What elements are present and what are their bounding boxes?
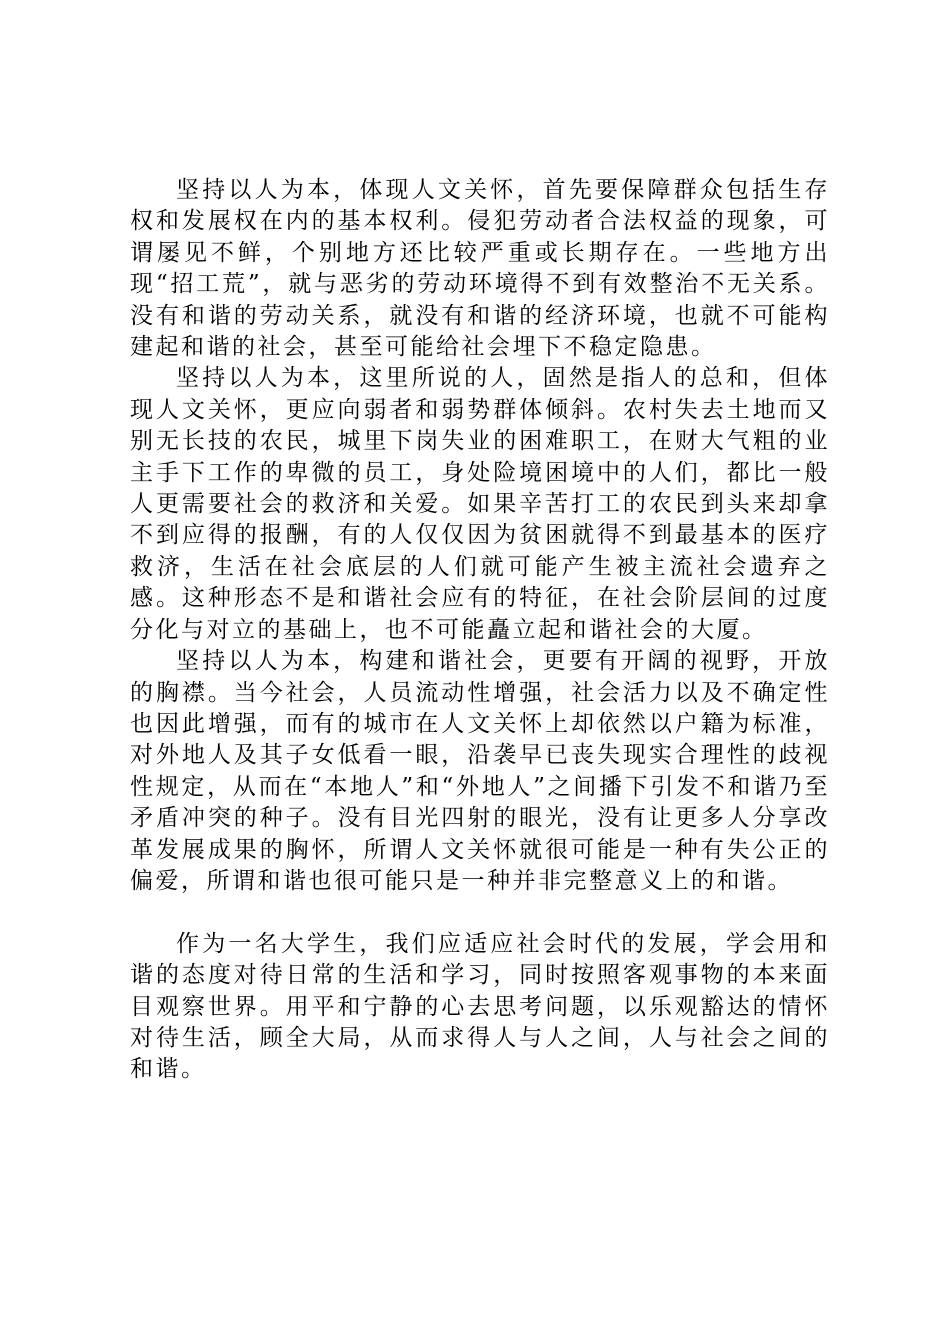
paragraph-spacer [130, 897, 830, 928]
paragraph-3: 坚持以人为本，构建和谐社会，更要有开阔的视野，开放的胸襟。当今社会，人员流动性增强，社会活力以及不确定性也因此增强，而有的城市在人文关怀上却依然以户籍为标准，对外地人及其子女低看一眼，沿袭早已丧失现实合理性的歧视性规定，从而在“本地人”和“外地人”之间播下引发不和谐乃至矛盾冲突的种子。没有目光四射的眼光，没有让更多人分享改革发展成果的胸怀，所谓人文关怀就很可能是一种有失公正的偏爱，所谓和谐也很可能只是一种并非完整意义上的和谐。 [130, 648, 830, 894]
paragraph-4: 作为一名大学生，我们应适应社会时代的发展，学会用和谐的态度对待日常的生活和学习，同时按照客观事物的本来面目观察世界。用平和宁静的心去思考问题，以乐观豁达的情怀对待生活，顾全大局，从而求得人与人之间，人与社会之间的和谐。 [130, 930, 830, 1083]
document-body [130, 175, 830, 1086]
paragraph-1: 坚持以人为本，体现人文关怀，首先要保障群众包括生存权和发展权在内的基本权利。侵犯劳动者合法权益的现象，可谓屡见不鲜，个别地方还比较严重或长期存在。一些地方出现“招工荒”，就与恶劣的劳动环境得不到有效整治不无关系。没有和谐的劳动关系，就没有和谐的经济环境，也就不可能构建起和谐的社会，甚至可能给社会埋下不稳定隐患。 [130, 177, 830, 361]
paragraph-2: 坚持以人为本，这里所说的人，固然是指人的总和，但体现人文关怀，更应向弱者和弱势群体倾斜。农村失去土地而又别无长技的农民，城里下岗失业的困难职工，在财大气粗的业主手下工作的卑微的员工，身处险境困境中的人们，都比一般人更需要社会的救济和关爱。如果辛苦打工的农民到头来却拿不到应得的报酬，有的人仅仅因为贫困就得不到最基本的医疗救济，生活在社会底层的人们就可能产生被主流社会遗弃之感。这种形态不是和谐社会应有的特征，在社会阶层间的过度分化与对立的基础上，也不可能矗立起和谐社会的大厦。 [130, 365, 830, 643]
